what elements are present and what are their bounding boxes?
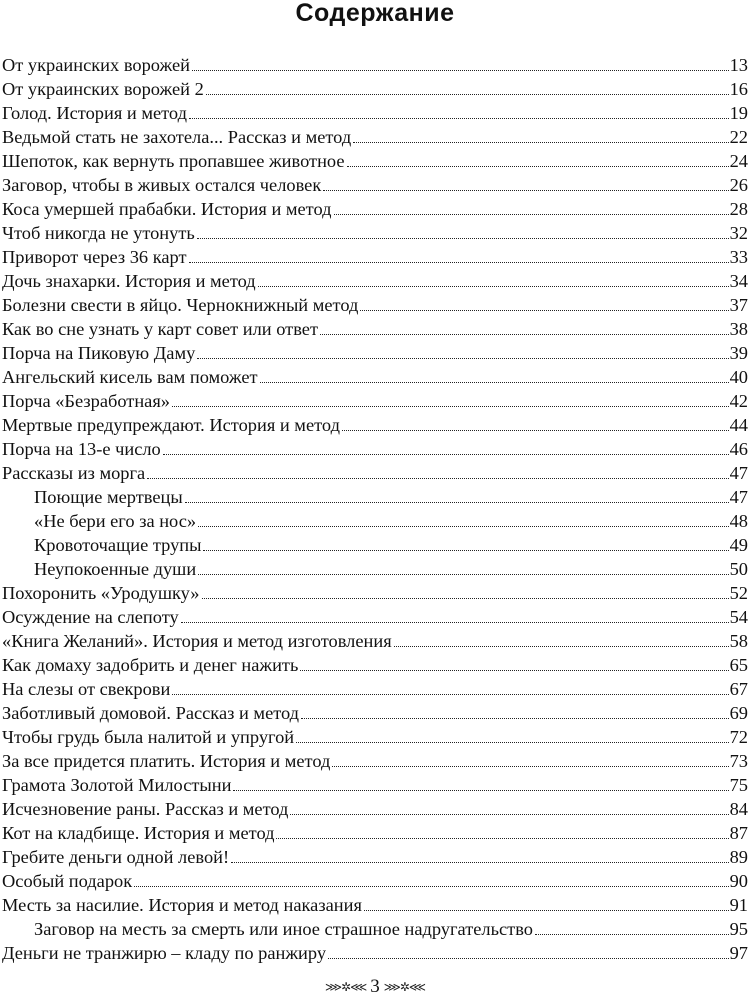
toc-entry [2,724,748,748]
toc-entry-page: 58 [729,631,748,651]
page-footer [0,975,750,999]
toc-entry-title: Ангельский кисель вам поможет [2,367,258,387]
toc-entry [2,652,748,676]
toc-entry-page: 22 [729,127,748,147]
toc-entry-title: Порча «Безработная» [2,391,170,411]
toc-entry-page: 87 [729,823,748,843]
toc-entry-title: Особый подарок [2,871,133,891]
toc-entry [2,268,748,292]
toc-dot-leader [189,118,729,119]
toc-entry-title: Мертвые предупреждают. История и метод [2,415,340,435]
toc-entry [2,436,748,460]
toc-entry-page: 42 [729,391,748,411]
toc-entry-page: 50 [729,559,748,579]
toc-entry-title: Порча на Пиковую Даму [2,343,196,363]
toc-entry-page: 32 [729,223,748,243]
toc-dot-leader [300,670,728,671]
toc-dot-leader [233,790,728,791]
toc-entry-page: 54 [729,607,748,627]
toc-entry-title: На слезы от свекрови [2,679,171,699]
toc-entry-title: Шепоток, как вернуть пропавшее животное [2,151,345,171]
toc-entry-page: 97 [729,943,748,963]
toc-entry [2,844,748,868]
toc-dot-leader [197,358,728,359]
toc-entry-title: Заговор, чтобы в живых остался человек [2,175,322,195]
toc-dot-leader [147,478,728,479]
toc-entry [2,916,748,940]
toc-entry [2,364,748,388]
toc-dot-leader [296,742,728,743]
toc-entry-title: Заговор на месть за смерть или иное страшное надругательство [34,919,533,939]
toc-entry-page: 39 [729,343,748,363]
toc-dot-leader [353,142,728,143]
toc-entry-page: 40 [729,367,748,387]
toc-entry-title: Приворот через 36 карт [2,247,187,267]
toc-dot-leader [231,862,728,863]
toc-entry [2,388,748,412]
toc-entry-page: 89 [729,847,748,867]
toc-entry-page: 34 [729,271,748,291]
toc-entry-title: За все придется платить. История и метод [2,751,331,771]
page-title: Содержание [295,0,455,27]
toc-entry-page: 67 [729,679,748,699]
toc-entry-page: 44 [729,415,748,435]
toc-entry [2,604,748,628]
toc-dot-leader [203,550,728,551]
toc-dot-leader [334,214,729,215]
toc-dot-leader [394,646,729,647]
toc-entry-page: 75 [729,775,748,795]
toc-entry [2,484,748,508]
toc-entry [2,412,748,436]
toc-dot-leader [258,286,729,287]
toc-entry-title: Неупокоенные души [34,559,197,579]
toc-entry-title: Кровоточащие трупы [34,535,202,555]
toc-entry-page: 65 [729,655,748,675]
toc-entry-title: «Книга Желаний». История и метод изготовления [2,631,392,651]
toc-entry-title: Как во сне узнать у карт совет или ответ [2,319,318,339]
toc-entry-page: 33 [729,247,748,267]
toc-entry-title: «Не бери его за нос» [34,511,197,531]
toc-entry [2,796,748,820]
toc-dot-leader [342,430,729,431]
toc-dot-leader [360,310,728,311]
toc-entry-page: 13 [729,55,748,75]
toc-dot-leader [198,526,729,527]
toc-entry [2,220,748,244]
toc-dot-leader [202,598,729,599]
toc-entry-title: Болезни свести в яйцо. Чернокнижный метод [2,295,359,315]
toc-entry [2,748,748,772]
toc-entry-title: Осуждение на слепоту [2,607,179,627]
toc-entry-page: 49 [729,535,748,555]
toc-entry-title: Грамота Золотой Милостыни [2,775,232,795]
toc-entry [2,244,748,268]
toc-entry [2,628,748,652]
toc-entry [2,508,748,532]
toc-entry-page: 19 [729,103,748,123]
toc-entry [2,892,748,916]
toc-entry-title: Дочь знахарки. История и метод [2,271,256,291]
toc-dot-leader [206,94,729,95]
toc-entry-page: 73 [729,751,748,771]
toc-entry-page: 47 [729,463,748,483]
toc-entry [2,148,748,172]
toc-dot-leader [134,886,728,887]
toc-dot-leader [323,190,728,191]
toc-dot-leader [197,238,729,239]
toc-entry [2,868,748,892]
ornament-right-icon: ⋙✲⋘ [383,980,425,994]
toc-entry-title: Ведьмой стать не захотела... Рассказ и метод [2,127,352,147]
toc-entry-title: Чтобы грудь была налитой и упругой [2,727,295,747]
toc-dot-leader [172,406,729,407]
toc-dot-leader [192,70,729,71]
toc-entry [2,556,748,580]
toc-entry [2,676,748,700]
toc-entry-title: Похоронить «Уродушку» [2,583,200,603]
toc-dot-leader [328,958,729,959]
toc-entry-page: 46 [729,439,748,459]
toc-entry-title: Кот на кладбище. История и метод [2,823,275,843]
toc-entry-page: 90 [729,871,748,891]
toc-entry-title: Рассказы из морга [2,463,146,483]
toc-entry-title: Чтоб никогда не утонуть [2,223,195,243]
toc-entry [2,940,748,964]
toc-entry-title: Голод. История и метод [2,103,187,123]
toc-dot-leader [185,502,729,503]
toc-entry-page: 84 [729,799,748,819]
toc-entry [2,124,748,148]
toc-entry [2,700,748,724]
toc-dot-leader [535,934,729,935]
toc-entry-title: От украинских ворожей 2 [2,79,204,99]
toc-entry-page: 47 [729,487,748,507]
toc-entry [2,52,748,76]
toc-entry [2,820,748,844]
toc-dot-leader [332,766,728,767]
toc-entry-title: Исчезновение раны. Рассказ и метод [2,799,289,819]
toc-dot-leader [172,694,728,695]
toc-entry-page: 52 [729,583,748,603]
toc-entry [2,316,748,340]
toc-entry-title: Заботливый домовой. Рассказ и метод [2,703,300,723]
toc-entry-title: Коса умершей прабабки. История и метод [2,199,332,219]
toc-entry-page: 38 [729,319,748,339]
toc-entry [2,196,748,220]
toc-dot-leader [276,838,728,839]
toc-dot-leader [198,574,728,575]
toc-entry [2,460,748,484]
toc-dot-leader [301,718,729,719]
toc-entry [2,340,748,364]
toc-entry-title: Как домаху задобрить и денег нажить [2,655,299,675]
toc-entry [2,580,748,604]
toc-dot-leader [290,814,728,815]
toc-entry-page: 16 [729,79,748,99]
toc-dot-leader [260,382,729,383]
toc-dot-leader [181,622,729,623]
page-number: 3 [370,976,380,997]
toc-entry [2,100,748,124]
toc-entry-page: 26 [729,175,748,195]
table-of-contents [2,52,748,964]
ornament-left-icon: ⋙✲⋘ [325,980,367,994]
toc-entry-title: Гребите деньги одной левой! [2,847,230,867]
toc-entry-title: Месть за насилие. История и метод наказания [2,895,362,915]
toc-entry-page: 91 [729,895,748,915]
toc-entry-page: 69 [729,703,748,723]
toc-dot-leader [320,334,729,335]
toc-entry [2,172,748,196]
toc-entry-title: Поющие мертвецы [34,487,183,507]
toc-entry [2,292,748,316]
toc-entry-page: 72 [729,727,748,747]
toc-dot-leader [364,910,729,911]
toc-entry-page: 28 [729,199,748,219]
toc-entry [2,772,748,796]
toc-entry [2,532,748,556]
toc-entry-page: 37 [729,295,748,315]
toc-entry-page: 24 [729,151,748,171]
toc-dot-leader [347,166,729,167]
toc-entry [2,76,748,100]
toc-entry-title: Деньги не транжирю – кладу по ранжиру [2,943,327,963]
toc-dot-leader [163,454,729,455]
toc-dot-leader [189,262,729,263]
toc-entry-title: Порча на 13-е число [2,439,161,459]
toc-entry-page: 95 [729,919,748,939]
toc-entry-page: 48 [729,511,748,531]
toc-entry-title: От украинских ворожей [2,55,190,75]
